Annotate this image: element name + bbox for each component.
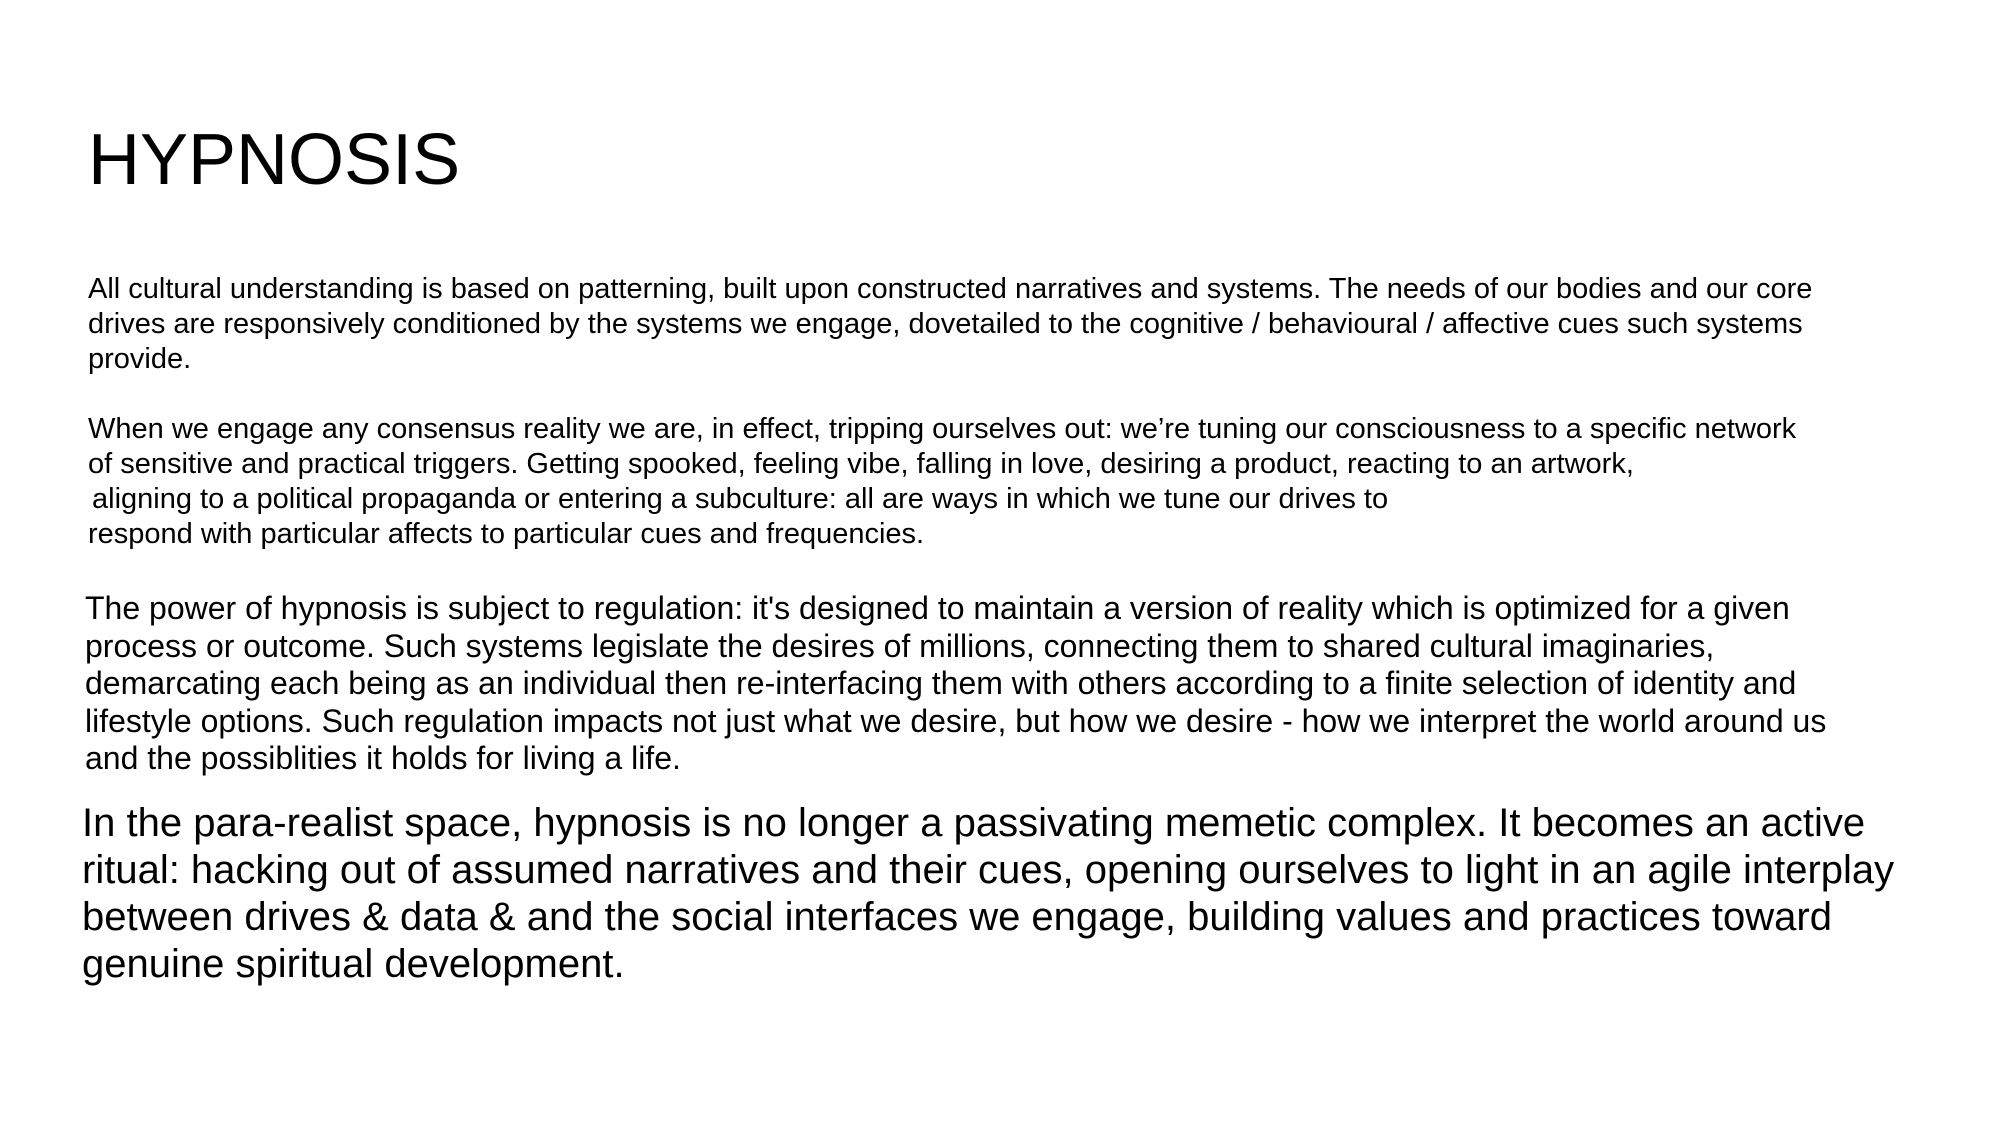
- paragraph-regulation: [85, 590, 1826, 777]
- paragraph-patterning: [88, 272, 1812, 377]
- paragraph-line: In the para-realist space, hypnosis is no longer a passivating memetic complex. It becomes an active: [82, 801, 1866, 845]
- paragraph-line: genuine spiritual development.: [82, 942, 625, 986]
- paragraph-line: aligning to a political propaganda or entering a subculture: all are ways in which we tune our drives to: [92, 483, 1389, 515]
- paragraph-para-realist: [82, 800, 1894, 988]
- paragraph-line: lifestyle options. Such regulation impacts not just what we desire, but how we desire - how we interpret the world around us: [85, 702, 1827, 739]
- paragraph-line: provide.: [88, 343, 192, 375]
- paragraph-line: The power of hypnosis is subject to regulation: it's designed to maintain a version of reality which is optimized for a given: [85, 590, 1790, 626]
- paragraph-line: process or outcome. Such systems legislate the desires of millions, connecting them to shared cultural imaginaries,: [85, 627, 1715, 664]
- paragraph-line: and the possiblities it holds for living a life.: [85, 740, 681, 776]
- slide-title: HYPNOSIS: [88, 120, 461, 200]
- paragraph-line: All cultural understanding is based on patterning, built upon constructed narratives and systems. The needs of our bodies and our core: [88, 273, 1813, 305]
- paragraph-line: ritual: hacking out of assumed narratives and their cues, opening ourselves to light in an agile interplay: [82, 848, 1895, 892]
- paragraph-consensus-reality: [88, 412, 1796, 552]
- paragraph-line: demarcating each being as an individual then re-interfacing them with others according to a finite selection of identity and: [85, 665, 1797, 701]
- paragraph-line: respond with particular affects to particular cues and frequencies.: [88, 518, 925, 550]
- paragraph-line: When we engage any consensus reality we are, in effect, tripping ourselves out: we’re tuning our consciousness to a specific network: [88, 413, 1797, 445]
- paragraph-line: of sensitive and practical triggers. Getting spooked, feeling vibe, falling in love, desiring a product, reacting to an artwork,: [88, 448, 1634, 480]
- paragraph-line: drives are responsively conditioned by the systems we engage, dovetailed to the cognitive / behavioural / affective cues such systems: [88, 308, 1803, 340]
- paragraph-line: between drives & data & and the social interfaces we engage, building values and practices toward: [82, 895, 1832, 939]
